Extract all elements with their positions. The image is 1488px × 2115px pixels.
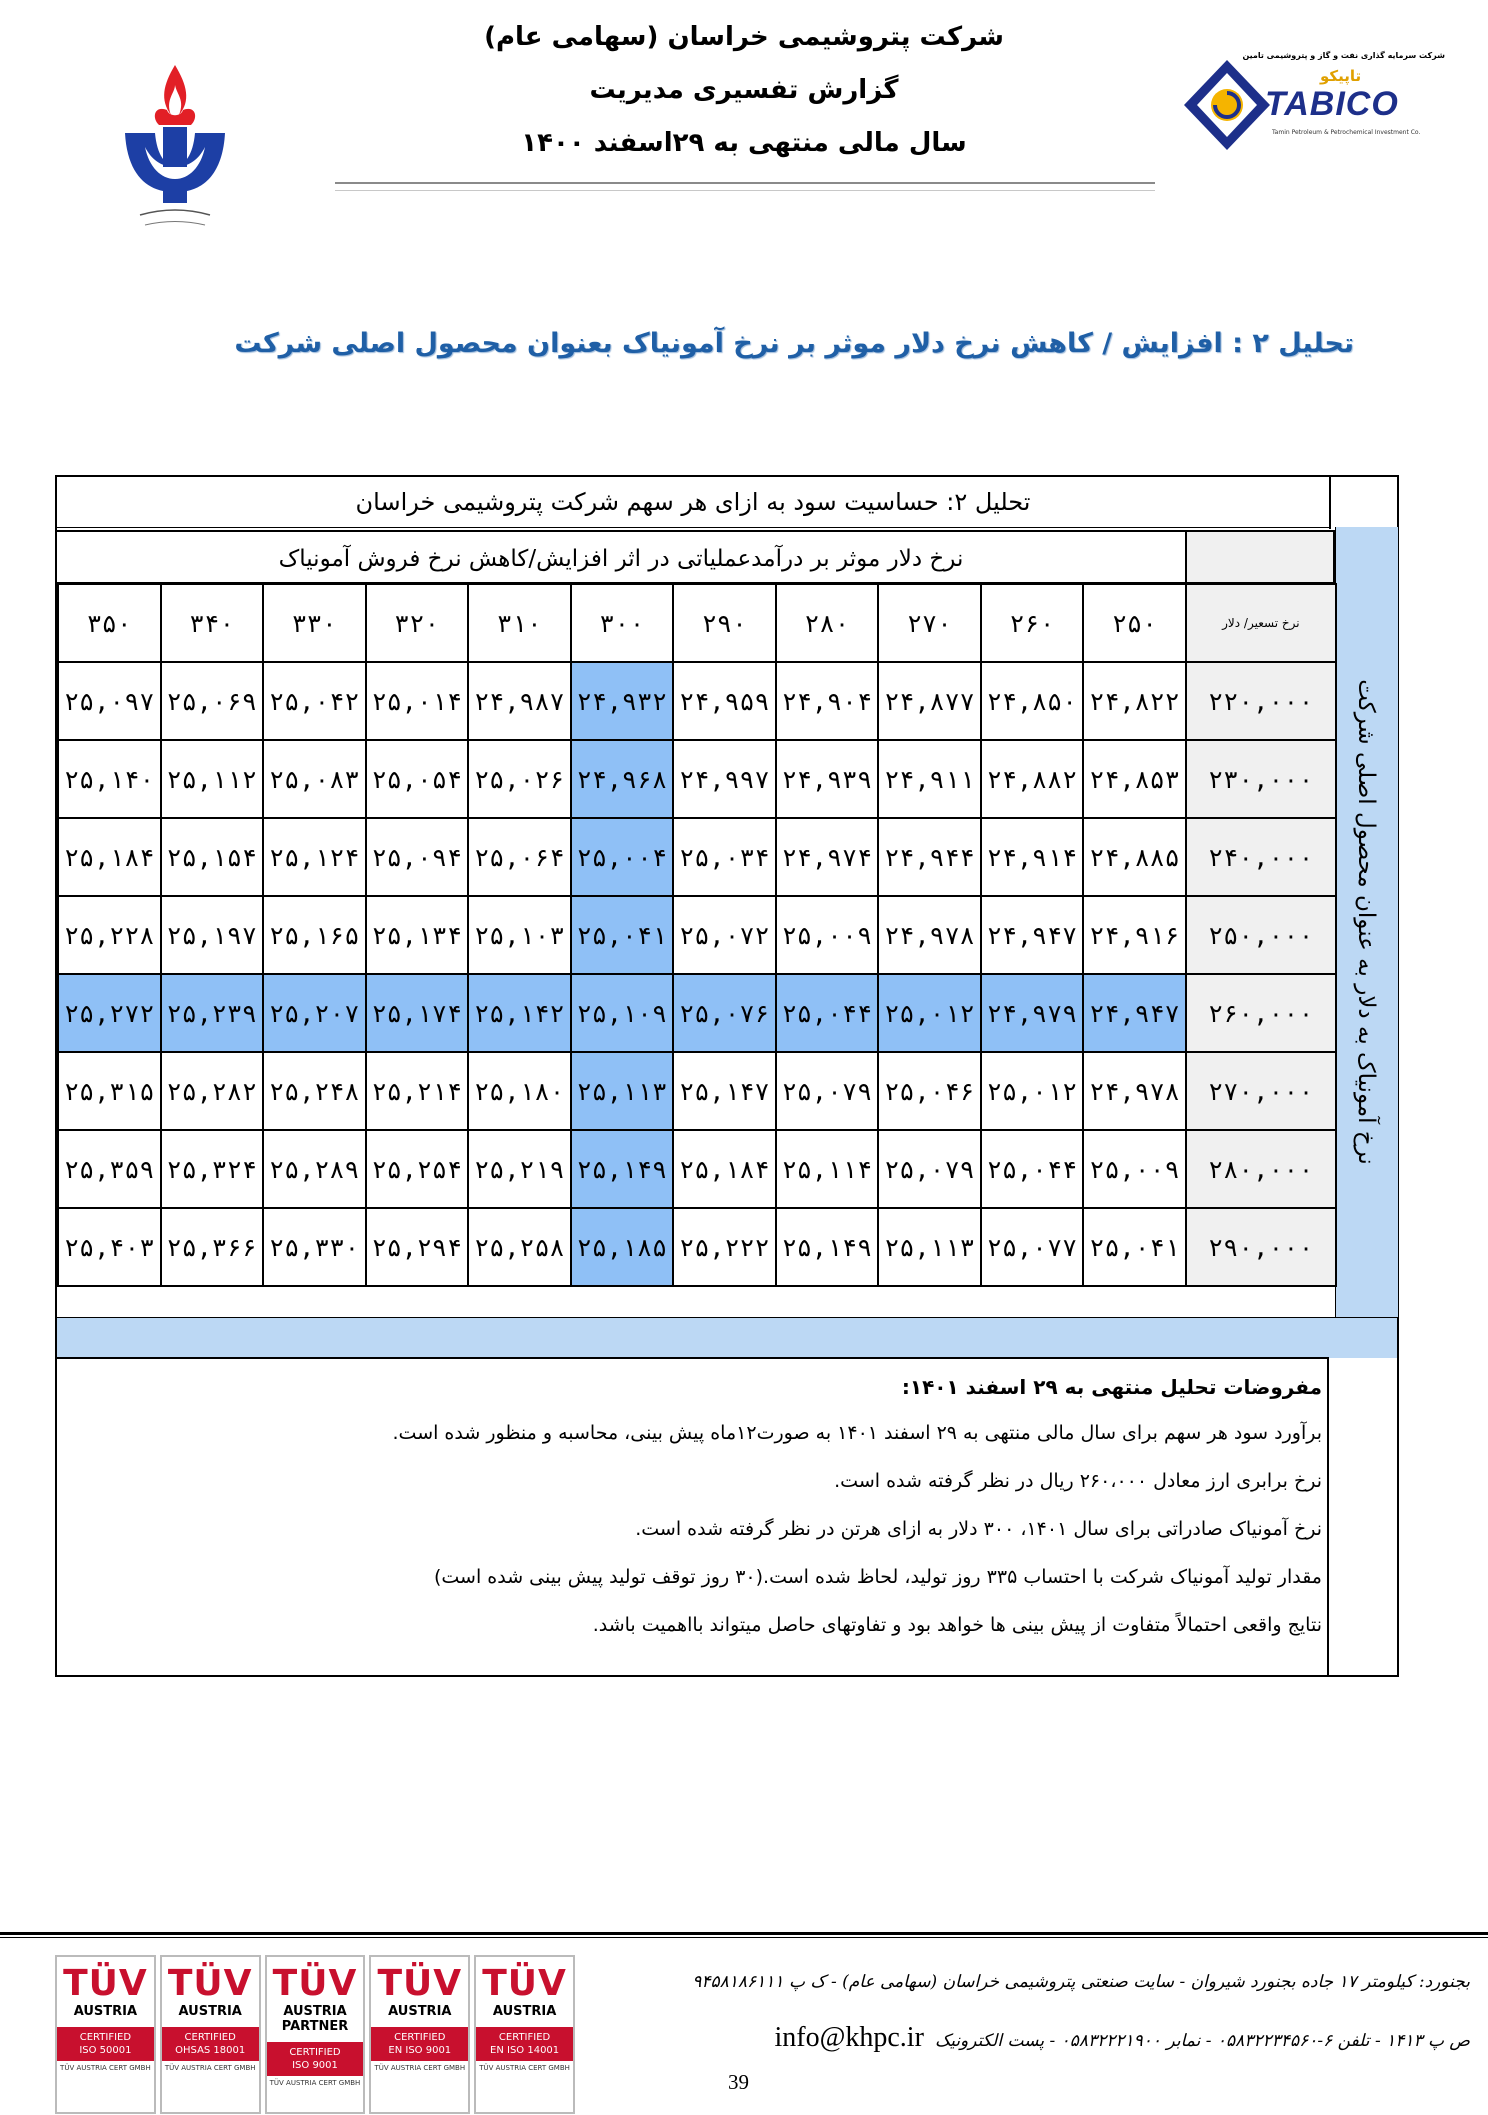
- tuv-certificate-badge: [474, 1955, 575, 2114]
- row-header: ۲۷۰,۰۰۰: [1186, 1052, 1336, 1130]
- subtitle-corner: [1187, 530, 1335, 584]
- cert-label: CERTIFIED: [498, 2032, 551, 2043]
- sensitivity-table: [57, 583, 1337, 1287]
- eps-cell: ۲۵,۰۰۴: [571, 818, 674, 896]
- eps-cell: ۲۵,۰۴۲: [263, 662, 366, 740]
- assumption-item: برآورد سود هر سهم برای سال مالی منتهی به ۲۹ اسفند ۱۴۰۱ به صورت۱۲ماه پیش بینی، محاسبه و منظور شده است.: [392, 1422, 1322, 1444]
- eps-cell: ۲۴,۹۱۶: [1083, 896, 1186, 974]
- footer-rule: [0, 1932, 1488, 1935]
- assumption-item: نتایج واقعی احتمالاً متفاوت از پیش بینی ها خواهد بود و تفاوتهای حاصل میتواند بااهمیت باشد.: [592, 1614, 1322, 1636]
- eps-cell: ۲۵,۱۴۷: [673, 1052, 776, 1130]
- eps-cell: ۲۵,۰۴۱: [1083, 1208, 1186, 1286]
- footer-address-2: [590, 2022, 1470, 2054]
- eps-cell: ۲۴,۹۳۲: [571, 662, 674, 740]
- tuv-certificate-badge: [265, 1955, 366, 2114]
- tabico-fa: تاپیکو: [1320, 67, 1362, 85]
- column-header: ۳۵۰: [58, 584, 161, 662]
- cert-label: CERTIFIED: [289, 2047, 341, 2058]
- cert-strip: [55, 1955, 575, 2115]
- assumption-item: مقدار تولید آمونیاک شرکت با احتساب ۳۳۵ روز تولید، لحاظ شده است.(۳۰ روز توقف تولید پیش بینی شده است): [433, 1566, 1322, 1588]
- eps-cell: ۲۴,۹۱۴: [981, 818, 1084, 896]
- eps-cell: ۲۴,۹۴۷: [1083, 974, 1186, 1052]
- eps-cell: ۲۴,۸۸۵: [1083, 818, 1186, 896]
- column-header-row: [58, 584, 1336, 662]
- eps-cell: ۲۵,۱۴۲: [468, 974, 571, 1052]
- eps-cell: ۲۴,۸۸۲: [981, 740, 1084, 818]
- khpc-logo: [115, 55, 235, 250]
- eps-cell: ۲۵,۰۱۲: [981, 1052, 1084, 1130]
- tuv-brand: TÜV: [377, 1963, 463, 2004]
- eps-cell: ۲۵,۳۳۰: [263, 1208, 366, 1286]
- side-label: نرخ آمونیاک به دلار به عنوان محصول اصلی شرکت: [1353, 679, 1379, 1165]
- eps-cell: ۲۵,۲۵۴: [366, 1130, 469, 1208]
- company-name: شرکت پتروشیمی خراسان (سهامی عام): [484, 22, 1004, 52]
- column-header: ۳۳۰: [263, 584, 366, 662]
- tabico-en: Tamin Petroleum & Petrochemical Investment Co.: [1272, 129, 1421, 136]
- column-header: ۲۹۰: [673, 584, 776, 662]
- eps-cell: ۲۵,۳۱۵: [58, 1052, 161, 1130]
- cert-standard: ISO 9001: [292, 2060, 338, 2071]
- assumption-item: نرخ برابری ارز معادل ۲۶۰،۰۰۰ ریال در نظر گرفته شده است.: [834, 1470, 1322, 1492]
- tuv-country: AUSTRIA: [73, 2004, 138, 2019]
- tuv-brand: TÜV: [167, 1963, 253, 2004]
- row-header: ۲۵۰,۰۰۰: [1186, 896, 1336, 974]
- eps-cell: ۲۵,۱۴۹: [776, 1208, 879, 1286]
- cert-label: CERTIFIED: [79, 2032, 132, 2043]
- row-header: ۲۲۰,۰۰۰: [1186, 662, 1336, 740]
- eps-cell: ۲۵,۰۷۷: [981, 1208, 1084, 1286]
- eps-cell: ۲۴,۹۸۷: [468, 662, 571, 740]
- eps-cell: ۲۴,۹۷۴: [776, 818, 879, 896]
- eps-cell: ۲۵,۰۲۶: [468, 740, 571, 818]
- tabico-top-text: شرکت سرمایه گذاری نفت و گاز و پتروشیمی تامین: [1242, 51, 1445, 60]
- table-row: [58, 1130, 1336, 1208]
- eps-cell: ۲۵,۱۶۵: [263, 896, 366, 974]
- table-row: [58, 818, 1336, 896]
- tuv-cert-gmbh: TÜV AUSTRIA CERT GMBH: [374, 2064, 466, 2072]
- eps-cell: ۲۵,۱۰۳: [468, 896, 571, 974]
- eps-cell: ۲۵,۰۰۹: [1083, 1130, 1186, 1208]
- table-row: [58, 896, 1336, 974]
- cert-standard: ISO 50001: [79, 2045, 132, 2056]
- cert-standard: EN ISO 9001: [388, 2045, 452, 2056]
- cert-label: CERTIFIED: [184, 2032, 236, 2043]
- row-header: ۲۶۰,۰۰۰: [1186, 974, 1336, 1052]
- tuv-certificate-badge: [369, 1955, 470, 2114]
- header-divider: [335, 182, 1155, 191]
- eps-cell: ۲۵,۲۷۲: [58, 974, 161, 1052]
- footer-address-2-text: ص پ ۱۴۱۳ - تلفن ۶-۰۵۸۳۲۲۳۴۵۶۰ - نمابر ۰۵۸۳۲۲۲۱۹۰۰ - پست الکترونیک: [934, 2031, 1470, 2051]
- tuv-cert-label: [371, 2027, 468, 2061]
- bottom-band: [57, 1317, 1397, 1358]
- tuv-cert-gmbh: TÜV AUSTRIA CERT GMBH: [60, 2064, 151, 2072]
- eps-cell: ۲۵,۲۸۲: [161, 1052, 264, 1130]
- eps-cell: ۲۵,۲۲۸: [58, 896, 161, 974]
- eps-cell: ۲۵,۱۱۴: [776, 1130, 879, 1208]
- eps-cell: ۲۵,۰۷۲: [673, 896, 776, 974]
- eps-cell: ۲۵,۰۶۴: [468, 818, 571, 896]
- table-row: [58, 1052, 1336, 1130]
- tuv-cert-gmbh: TÜV AUSTRIA CERT GMBH: [164, 2064, 256, 2072]
- assumptions-title: مفروضات تحلیل منتهی به ۲۹ اسفند ۱۴۰۱:: [901, 1375, 1322, 1399]
- eps-cell: ۲۴,۹۴۷: [981, 896, 1084, 974]
- eps-cell: ۲۵,۲۹۴: [366, 1208, 469, 1286]
- eps-cell: ۲۵,۲۳۹: [161, 974, 264, 1052]
- cert-standard: OHSAS 18001: [175, 2045, 246, 2056]
- eps-cell: ۲۴,۹۰۴: [776, 662, 879, 740]
- corner-header: نرخ تسعیر/ دلار: [1186, 584, 1336, 662]
- eps-cell: ۲۵,۲۵۸: [468, 1208, 571, 1286]
- tuv-cert-label: [476, 2027, 573, 2061]
- footer-email[interactable]: info@khpc.ir: [774, 2022, 924, 2053]
- eps-cell: ۲۵,۲۸۹: [263, 1130, 366, 1208]
- table-title: تحلیل ۲: حساسیت سود به ازای هر سهم شرکت پتروشیمی خراسان: [57, 477, 1329, 528]
- eps-cell: ۲۴,۹۷۹: [981, 974, 1084, 1052]
- eps-cell: ۲۴,۹۵۹: [673, 662, 776, 740]
- eps-cell: ۲۵,۰۱۴: [366, 662, 469, 740]
- eps-cell: ۲۴,۹۴۴: [878, 818, 981, 896]
- eps-cell: ۲۵,۱۱۳: [878, 1208, 981, 1286]
- eps-cell: ۲۵,۲۲۲: [673, 1208, 776, 1286]
- row-header: ۲۸۰,۰۰۰: [1186, 1130, 1336, 1208]
- eps-cell: ۲۵,۲۴۸: [263, 1052, 366, 1130]
- footer-rule-2: [0, 1937, 1488, 1938]
- eps-cell: ۲۵,۱۸۰: [468, 1052, 571, 1130]
- eps-cell: ۲۵,۱۹۷: [161, 896, 264, 974]
- tuv-country: AUSTRIA PARTNER: [281, 2004, 349, 2034]
- tuv-cert-label: [267, 2042, 364, 2076]
- column-header: ۳۲۰: [366, 584, 469, 662]
- eps-cell: ۲۵,۱۱۲: [161, 740, 264, 818]
- eps-cell: ۲۵,۱۴۰: [58, 740, 161, 818]
- footer-address-1: بجنورد: کیلومتر ۱۷ جاده بجنورد شیروان - سایت صنعتی پتروشیمی خراسان (سهامی عام) - ک پ ۹۴۵۸۱۸۶۱۱۱: [692, 1972, 1470, 1992]
- row-header: ۲۳۰,۰۰۰: [1186, 740, 1336, 818]
- eps-cell: ۲۴,۹۳۹: [776, 740, 879, 818]
- eps-cell: ۲۵,۱۸۴: [58, 818, 161, 896]
- tabico-logo: [1180, 45, 1445, 165]
- eps-cell: ۲۵,۰۶۹: [161, 662, 264, 740]
- column-header: ۳۰۰: [571, 584, 674, 662]
- section-title: تحلیل ۲ : افزایش / کاهش نرخ دلار موثر بر نرخ آمونیاک بعنوان محصول اصلی شرکت: [234, 328, 1354, 359]
- row-header: ۲۴۰,۰۰۰: [1186, 818, 1336, 896]
- eps-cell: ۲۵,۲۱۴: [366, 1052, 469, 1130]
- eps-cell: ۲۵,۰۴۶: [878, 1052, 981, 1130]
- eps-cell: ۲۵,۱۴۹: [571, 1130, 674, 1208]
- column-header: ۲۶۰: [981, 584, 1084, 662]
- page-number: 39: [728, 2070, 749, 2094]
- column-header: ۳۴۰: [161, 584, 264, 662]
- column-header: ۲۷۰: [878, 584, 981, 662]
- eps-cell: ۲۵,۰۹۴: [366, 818, 469, 896]
- column-header: ۲۸۰: [776, 584, 879, 662]
- assumption-item: نرخ آمونیاک صادراتی برای سال ۱۴۰۱، ۳۰۰ دلار به ازای هرتن در نظر گرفته شده است.: [635, 1518, 1322, 1540]
- table-row: [58, 1208, 1336, 1286]
- column-header: ۳۱۰: [468, 584, 571, 662]
- eps-cell: ۲۵,۱۵۴: [161, 818, 264, 896]
- eps-cell: ۲۵,۱۳۴: [366, 896, 469, 974]
- eps-cell: ۲۴,۸۵۰: [981, 662, 1084, 740]
- eps-cell: ۲۵,۰۸۳: [263, 740, 366, 818]
- eps-cell: ۲۴,۹۶۸: [571, 740, 674, 818]
- eps-cell: ۲۵,۳۵۹: [58, 1130, 161, 1208]
- tuv-country: AUSTRIA: [492, 2004, 557, 2019]
- eps-cell: ۲۵,۲۱۹: [468, 1130, 571, 1208]
- eps-cell: ۲۵,۱۷۴: [366, 974, 469, 1052]
- eps-cell: ۲۵,۰۷۶: [673, 974, 776, 1052]
- table-row: [58, 974, 1336, 1052]
- eps-cell: ۲۴,۸۲۲: [1083, 662, 1186, 740]
- eps-cell: ۲۵,۰۴۴: [981, 1130, 1084, 1208]
- eps-cell: ۲۵,۰۵۴: [366, 740, 469, 818]
- tuv-cert-label: [57, 2027, 154, 2061]
- eps-cell: ۲۵,۱۸۴: [673, 1130, 776, 1208]
- tuv-cert-gmbh: TÜV AUSTRIA CERT GMBH: [269, 2079, 361, 2087]
- eps-cell: ۲۴,۹۷۸: [878, 896, 981, 974]
- tabico-brand: TABICO: [1265, 85, 1399, 123]
- table-row: [58, 662, 1336, 740]
- report-title: گزارش تفسیری مدیریت: [589, 75, 899, 105]
- eps-cell: ۲۴,۹۹۷: [673, 740, 776, 818]
- eps-cell: ۲۵,۰۱۲: [878, 974, 981, 1052]
- eps-cell: ۲۵,۲۰۷: [263, 974, 366, 1052]
- eps-cell: ۲۵,۰۴۱: [571, 896, 674, 974]
- column-header: ۲۵۰: [1083, 584, 1186, 662]
- eps-cell: ۲۵,۳۲۴: [161, 1130, 264, 1208]
- eps-cell: ۲۵,۰۰۹: [776, 896, 879, 974]
- cert-label: CERTIFIED: [394, 2032, 446, 2043]
- row-header: ۲۹۰,۰۰۰: [1186, 1208, 1336, 1286]
- title-divider: [1329, 477, 1331, 529]
- eps-cell: ۲۵,۰۹۷: [58, 662, 161, 740]
- tuv-certificate-badge: [55, 1955, 156, 2114]
- eps-cell: ۲۴,۸۷۷: [878, 662, 981, 740]
- eps-cell: ۲۵,۰۴۴: [776, 974, 879, 1052]
- eps-cell: ۲۵,۰۷۹: [776, 1052, 879, 1130]
- tuv-country: AUSTRIA: [178, 2004, 242, 2019]
- tuv-brand: TÜV: [482, 1963, 567, 2004]
- eps-cell: ۲۵,۴۰۳: [58, 1208, 161, 1286]
- eps-cell: ۲۵,۱۱۳: [571, 1052, 674, 1130]
- tuv-cert-gmbh: TÜV AUSTRIA CERT GMBH: [479, 2064, 570, 2072]
- eps-cell: ۲۵,۰۳۴: [673, 818, 776, 896]
- report-period: سال مالی منتهی به ۲۹اسفند ۱۴۰۰: [521, 128, 967, 158]
- tuv-brand: TÜV: [272, 1963, 358, 2004]
- assumptions: [70, 1365, 1322, 1649]
- table-subtitle: نرخ دلار موثر بر درآمدعملیاتی در اثر افزایش/کاهش نرخ فروش آمونیاک: [57, 530, 1187, 584]
- eps-cell: ۲۵,۱۰۹: [571, 974, 674, 1052]
- eps-cell: ۲۵,۱۸۵: [571, 1208, 674, 1286]
- eps-cell: ۲۵,۱۲۴: [263, 818, 366, 896]
- eps-cell: ۲۵,۰۷۹: [878, 1130, 981, 1208]
- tuv-country: AUSTRIA: [388, 2004, 452, 2019]
- eps-cell: ۲۴,۸۵۳: [1083, 740, 1186, 818]
- table-row: [58, 740, 1336, 818]
- tuv-brand: TÜV: [63, 1963, 148, 2004]
- tuv-cert-label: [162, 2027, 259, 2061]
- cert-standard: EN ISO 14001: [490, 2045, 560, 2056]
- eps-cell: ۲۵,۳۶۶: [161, 1208, 264, 1286]
- eps-cell: ۲۴,۹۱۱: [878, 740, 981, 818]
- tuv-certificate-badge: [160, 1955, 261, 2114]
- eps-cell: ۲۴,۹۷۸: [1083, 1052, 1186, 1130]
